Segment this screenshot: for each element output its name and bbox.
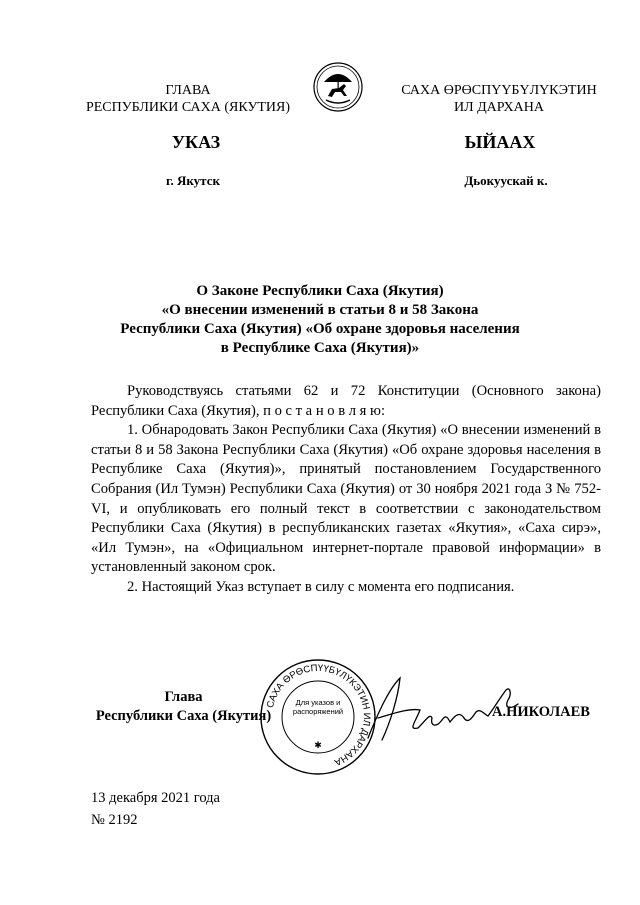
city-russian: г. Якутск <box>166 173 220 188</box>
doc-type-russian: УКАЗ <box>171 132 221 152</box>
document-body <box>91 382 601 598</box>
title-line-1: О Законе Республики Саха (Якутия) <box>196 283 444 299</box>
city-yakut: Дьокуускай к. <box>464 173 548 188</box>
seal-inner-text: Для указов и распоряжений <box>292 698 344 716</box>
issuer-title-yakut <box>392 82 606 116</box>
signatory-position-line-2: Республики Саха (Якутия) <box>95 708 272 724</box>
doc-type-yakut: ЫЙААХ <box>464 132 536 152</box>
document-number: № 2192 <box>91 812 138 828</box>
coat-of-arms-emblem <box>313 62 363 112</box>
preamble-paragraph: Руководствуясь статьями 62 и 72 Конституции (Основного закона) Республики Саха (Якутия), п о с т а н о в л я ю: <box>91 383 601 419</box>
item-1-paragraph: 1. Обнародовать Закон Республики Саха (Якутия) «О внесении изменений в статьи 8 и 58 Закона Республики Саха (Якутия) «Об охране здоровья населения в Республике Саха (Якутия)», принятый постановлением Государственного Собрания (Ил Тумэн) Республики Саха (Якутия) от 30 ноября 2021 года З № 752-VI, и опубликовать его полный текст в соответствии с законодательством Республики Саха (Якутия) в республиканских газетах «Якутия», «Саха сирэ», «Ил Тумэн», на «Официальном интернет-портале правовой информации» в установленный законом срок. <box>91 422 601 576</box>
signatory-position <box>86 688 281 726</box>
issuer-line-2-yakut: ИЛ ДАРХАНА <box>453 100 544 115</box>
issuer-line-1: ГЛАВА <box>165 83 211 98</box>
issuer-line-2: РЕСПУБЛИКИ САХА (ЯКУТИЯ) <box>85 100 291 115</box>
signatory-name: А.НИКОЛАЕВ <box>492 704 590 720</box>
issuer-title-russian <box>82 82 294 116</box>
item-2-paragraph: 2. Настоящий Указ вступает в силу с момента его подписания. <box>127 578 515 595</box>
title-line-4: в Республике Саха (Якутия)» <box>220 340 420 356</box>
document-title <box>120 282 520 358</box>
seal-star-icon: ✱ <box>314 740 322 750</box>
signatory-position-line-1: Глава <box>164 689 203 705</box>
title-line-2: «О внесении изменений в статьи 8 и 58 Закона <box>161 302 479 318</box>
issuer-line-1-yakut: САХА ӨРӨСПҮҮБҮЛҮКЭТИН <box>401 83 597 98</box>
seal-ring-text: САХА ӨРӨСПҮҮБҮЛҮКЭТИН ИЛ ДАРХАНА <box>264 662 373 768</box>
document-date-number <box>91 787 291 831</box>
title-line-3: Республики Саха (Якутия) «Об охране здоровья населения <box>120 321 520 337</box>
document-date: 13 декабря 2021 года <box>91 790 220 806</box>
